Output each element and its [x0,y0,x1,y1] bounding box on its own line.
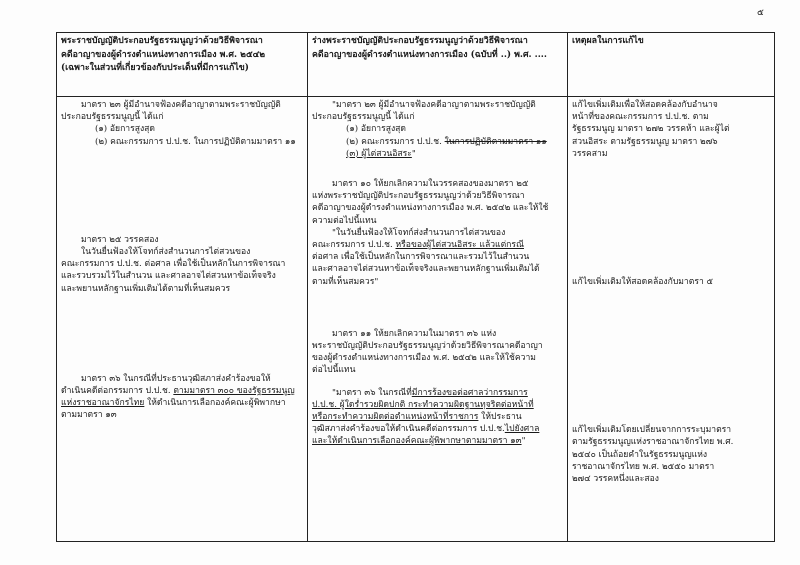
reason-section-23 [572,99,770,160]
section-title: มาตรา ๒๕ วรรคสอง [81,234,159,245]
content-row [57,97,775,542]
text-line: คณะกรรมการ ป.ป.ช. ต่อศาล เพื่อใช้เป็นหลักในการพิจารณา [61,259,286,270]
text-line: มาตรา ๑๑ ให้ยกเลิกความในมาตรา ๓๖ แห่ง [332,328,497,339]
text-line: ประกอบรัฐธรรมนูญนี้ ได้แก่ [312,112,415,123]
reason-section-25 [572,276,770,288]
draft-section-10 [312,178,563,227]
underlined-text: และให้ดำเนินการเลือกองค์คณะผู้พิพากษาตามมาตรา ๑๓ [312,436,522,447]
header-reason-text: เหตุผลในการแก้ไข [572,36,644,46]
text-segment: " [521,436,526,447]
text-line: วรรคสาม [572,148,608,159]
text-line: รัฐธรรมนูญ มาตรา ๒๗๒ วรรคห้า และผู้ไต่ [572,124,730,135]
underlined-text: ไปยังศาล [504,424,540,435]
header-draft-law [308,33,568,97]
text-line: ประกอบรัฐธรรมนูญนี้ ได้แก่ [61,112,164,123]
text-line: ต่อไปนี้แทน [312,365,356,376]
struck-text: ในการปฏิบัติตามมาตรา ๑๑ [444,136,547,147]
underlined-text: แห่งราชอาณาจักรไทย [61,398,145,409]
text-line: ๒๕๔๐ เป็นถ้อยคำในรัฐธรรมนูญแห่ง [572,449,708,460]
header-current-law-line: พระราชบัญญัติประกอบรัฐธรรมนูญว่าด้วยวิธีพิจารณา [61,36,263,46]
header-draft-law-line: ร่างพระราชบัญญัติประกอบรัฐธรรมนูญว่าด้วยวิธีพิจารณา [312,36,528,46]
text-line: ๒๗๔ วรรคหนึ่งและสอง [572,474,659,485]
page-number: ๕ [757,8,764,18]
comparison-table [56,32,775,542]
text-line: และพยานหลักฐานเพิ่มเติมได้ตามที่เห็นสมควร [61,283,231,294]
current-section-36 [61,373,303,422]
text-line: ความต่อไปนี้แทน [312,215,377,226]
underlined-text: ตามมาตรา ๓๐๐ ของรัฐธรรมนูญ [173,386,295,397]
text-line: พระราชบัญญัติประกอบรัฐธรรมนูญว่าด้วยวิธีพิจารณาคดีอาญา [312,341,543,352]
text-segment: ให้ดำเนินการเลือกองค์คณะผู้พิพากษา [144,398,286,409]
text-line: ตามที่เห็นสมควร" [312,276,379,287]
text-line: ตามมาตรา ๑๓ [61,410,117,421]
text-line: แก้ไขเพิ่มเติมเพื่อให้สอดคล้องกับอำนาจ [572,100,718,110]
text-segment: "มาตรา ๓๖ ในกรณีที่ [332,387,412,398]
text-line: ราชอาณาจักรไทย พ.ศ. ๒๕๕๐ มาตรา [572,461,715,472]
text-line: และศาลอาจไต่สวนหาข้อเท็จจริงและพยานหลักฐานเพิ่มเติมได้ [312,264,540,275]
underlined-text: (๓) ผู้ไต่สวนอิสระ [346,148,412,159]
text-segment: " [411,148,416,159]
text-line: (๑) อัยการสูงสุด [346,124,407,135]
text-line: และรวบรวมไว้ในสำนวน และศาลอาจไต่สวนหาข้อเท็จจริง [61,271,276,282]
text-line: ของผู้ดำรงตำแหน่งทางการเมือง พ.ศ. ๒๕๔๒ และให้ใช้ความ [312,353,536,364]
text-segment: คณะกรรมการ ป.ป.ช. [312,240,393,251]
text-line: หน้าที่ของคณะกรรมการ ป.ป.ช. ตาม [572,112,709,123]
header-current-law [57,33,308,97]
underlined-text: หรือกระทำความผิดต่อตำแหน่งหน้าที่ราชการ [312,412,479,423]
current-law-column [57,97,308,542]
draft-section-23 [312,99,563,160]
text-line: "มาตรา ๒๓ ผู้มีอำนาจฟ้องคดีอาญาตามพระราชบัญญัติ [332,100,536,110]
text-segment: ให้ประธาน [478,412,522,423]
text-line: สวนอิสระ ตามรัฐธรรมนูญ มาตรา ๒๗๖ [572,136,718,147]
text-line: แก้ไขเพิ่มเติมให้สอดคล้องกับมาตรา ๕ [572,277,714,288]
text-line: "ในวันยื่นฟ้องให้โจทก์ส่งสำนวนการไต่สวนของ [332,227,506,238]
underlined-text: ป.ป.ช. ผู้ใดร่ำรวยผิดปกติ กระทำความผิดฐานทุจริตต่อหน้าที่ [312,399,534,410]
underlined-text: หรือของผู้ไต่สวนอิสระ แล้วแต่กรณี [395,240,524,251]
text-line: มาตรา ๒๓ ผู้มีอำนาจฟ้องคดีอาญาตามพระราชบัญญัติ [81,100,281,110]
text-segment: วุฒิสภาส่งคำร้องขอให้ดำเนินคดีต่อกรรมการ ป.ป.ช. [312,424,505,435]
text-line: ในวันยื่นฟ้องให้โจทก์ส่งสำนวนการไต่สวนของ [81,247,251,258]
text-line: (๒) คณะกรรมการ ป.ป.ช. ในการปฏิบัติตามมาตรา ๑๑ [95,136,296,147]
text-line: (๑) อัยการสูงสุด [95,124,156,135]
text-line: มาตรา ๑๐ ให้ยกเลิกความในวรรคสองของมาตรา ๒๕ [332,179,529,190]
header-reason [568,33,775,97]
draft-section-36 [312,387,563,448]
header-current-law-line: (เฉพาะในส่วนที่เกี่ยวข้องกับประเด็นที่มีการแก้ไข) [61,63,249,74]
current-section-25 [61,234,303,295]
text-line: คดีอาญาของผู้ดำรงตำแหน่งทางการเมือง พ.ศ. ๒๕๔๒ และให้ใช้ [312,203,549,214]
underlined-text: มีการร้องขอต่อศาลว่ากรรมการ [411,387,528,398]
reason-section-36 [572,424,770,485]
text-line: แห่งพระราชบัญญัติประกอบรัฐธรรมนูญว่าด้วยวิธีพิจารณา [312,191,525,202]
draft-section-25 [312,227,563,288]
text-line: ต่อศาล เพื่อใช้เป็นหลักในการพิจารณาและรวมไว้ในสำนวน [312,252,530,263]
text-segment: (๒) คณะกรรมการ ป.ป.ช. [346,136,442,147]
reason-column [568,97,775,542]
text-line: แก้ไขเพิ่มเติมโดยเปลี่ยนจากการระบุมาตรา [572,425,732,436]
draft-section-11 [312,328,563,377]
header-current-law-line: คดีอาญาของผู้ดำรงตำแหน่งทางการเมือง พ.ศ. ๒๕๔๒ [61,49,266,60]
text-line: มาตรา ๓๖ ในกรณีที่ประธานวุฒิสภาส่งคำร้องขอให้ [81,373,271,384]
header-draft-law-line: คดีอาญาของผู้ดำรงตำแหน่งทางการเมือง (ฉบับที่ ..) พ.ศ. .... [312,49,547,60]
header-row [57,33,775,97]
draft-law-column [308,97,568,542]
current-section-23 [61,99,303,148]
text-line: ตามรัฐธรรมนูญแห่งราชอาณาจักรไทย พ.ศ. [572,437,734,448]
text-segment: ดำเนินคดีต่อกรรมการ ป.ป.ช. [61,386,171,397]
